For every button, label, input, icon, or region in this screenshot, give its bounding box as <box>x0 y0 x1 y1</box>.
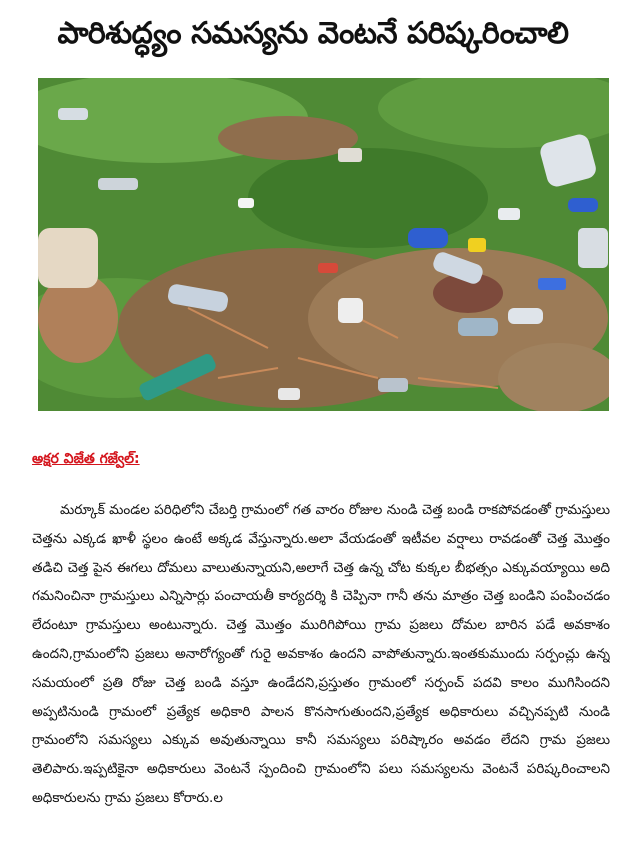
news-photo <box>38 78 609 411</box>
headline: పారిశుద్ధ్యం సమస్యను వెంటనే పరిష్కరించాలి <box>57 16 569 51</box>
garbage-field-image <box>38 78 609 411</box>
article-body: మర్కూక్ మండల పరిధిలోని చేబర్తి గ్రామంలో గత వారం రోజుల నుండి చెత్త బండి రాకపోవడంతో గ్రామస్తులు చెత్తను ఎక్కడ ఖాళీ స్థలం ఉంటే అక్కడ వేస్తున్నారు.అలా వేయడంతో ఇటీవల వర్షాలు రావడంతో చెత్త మొత్తం తడిచి చెత్త పైన ఈగలు దోమలు వాలుతున్నాయని,అలాగే చెత్త ఉన్న చోట కుక్కల బీభత్సం ఎక్కువయ్యాయి అది గమనించినా గ్రామస్తులు ఎన్నిసార్లు పంచాయతీ కార్యదర్శి కి చెప్పినా గానీ తను మాత్రం చెత్త బండిని పంపించడం లేదంటూ గ్రామస్తులు అంటున్నారు. చెత్త మొత్తం మురిగిపోయి గ్రామ ప్రజలు దోమల బారిన పడే అవకాశం ఉందని,గ్రామంలోని ప్రజలు అనారోగ్యంతో గురై అవకాశం ఉందని వాపోతున్నారు.ఇంతకుముందు సర్పంచ్లు ఉన్న సమయంలో ప్రతి రోజు చెత్త బండి వస్తూ ఉండేదని,ప్రస్తుతం గ్రామంలో సర్పంచ్ పదవి కాలం ముగిసిందని అప్పటినుండి గ్రామంలో ప్రత్యేక అధికారి పాలన కొనసాగుతుందని,ప్రత్యేక అధికారులు వచ్చినప్పటి నుండి గ్రామంలోని సమస్యలు ఎక్కువ అవుతున్నాయి కానీ సమస్యలు పరిష్కారం అవడం లేదని గ్రామ ప్రజలు తెలిపారు.ఇప్పటికైనా అధికారులు వెంటనే స్పందించి గ్రామంలోని పలు సమస్యలను వెంటనే పరిష్కరించాలని అధికారులను గ్రామ ప్రజలు కోరారు.ల <box>32 502 610 806</box>
byline: అక్షర విజేత గజ్వేల్: <box>32 451 140 467</box>
